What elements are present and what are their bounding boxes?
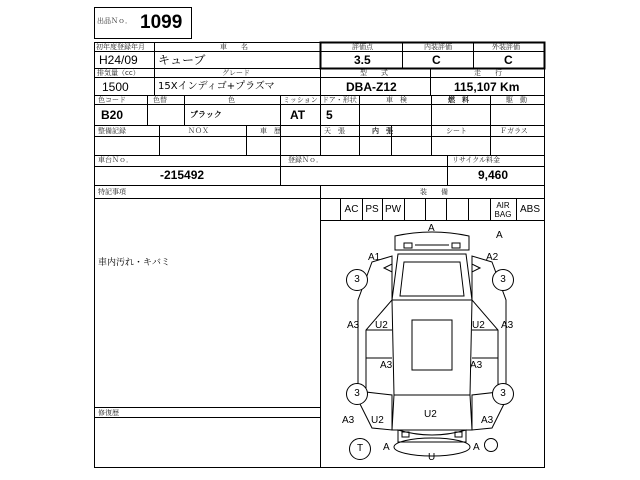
type-label: 型 式 <box>360 69 388 77</box>
grade-label: グレード <box>222 69 250 77</box>
equipment-ps: PS <box>365 204 379 215</box>
grade-value: 15Xインディゴ+プラズマ <box>158 81 275 92</box>
damage-right-side: A3 <box>501 320 514 331</box>
damage-rear-left-corner: A3 <box>342 415 355 426</box>
damage-bottom-center: U <box>428 452 436 463</box>
equipment-label: 装 備 <box>420 188 448 196</box>
color-label: 色 <box>228 96 235 104</box>
mission-label: ミッション <box>283 96 318 104</box>
damage-empty-circle <box>484 438 498 452</box>
damage-rear-right-wheel: 3 <box>492 383 514 405</box>
interior-score-value: C <box>432 53 441 67</box>
nox-label: ＮＯＸ <box>188 127 209 135</box>
interior-lining-label: 内 張 <box>372 127 393 135</box>
score-value: 3.5 <box>354 53 371 67</box>
front-light-left <box>404 243 412 248</box>
damage-front-left-wheel: 3 <box>346 269 368 291</box>
roof-outline <box>392 300 472 395</box>
mission-value: AT <box>290 108 306 122</box>
equipment-pw: PW <box>384 204 402 215</box>
inspection-label: 車 検 <box>386 96 407 104</box>
recycle-value: 9,460 <box>478 168 509 182</box>
history-label: 車 歴 <box>260 127 281 135</box>
recycle-label: リサイクル料金 <box>452 156 501 164</box>
damage-left-side: A3 <box>347 320 360 331</box>
repair-history-label: 修復歴 <box>98 409 119 417</box>
sunroof-label: 天 張 <box>324 127 345 135</box>
mileage-value: 115,107 Km <box>454 80 520 94</box>
front-bumper-outline <box>395 232 469 250</box>
damage-front-right-fender: A2 <box>486 252 499 263</box>
damage-left-rear-door: A3 <box>380 360 393 371</box>
equipment-ac: AC <box>344 204 359 215</box>
year-label: 初年度登録年月 <box>96 43 145 51</box>
exterior-score-value: C <box>504 53 513 67</box>
front-glass-label: Ｆガラス <box>500 127 528 135</box>
exterior-label: 外装評価 <box>492 43 520 51</box>
lot-label: 出品Ｎｏ． <box>97 17 132 25</box>
chassis-label: 車台Ｎｏ． <box>98 156 133 164</box>
damage-bottom-right: A <box>473 442 480 453</box>
damage-front: A <box>428 223 435 234</box>
damage-front-left-fender: A1 <box>368 252 381 263</box>
year-value: H24/09 <box>99 53 138 67</box>
notes-text: 車内汚れ・キバミ <box>98 258 171 268</box>
type-value: DBA-Z12 <box>346 80 397 94</box>
registration-label: 登録Ｎｏ． <box>288 156 323 164</box>
damage-rear: U2 <box>424 409 437 420</box>
damage-front-right-wheel: 3 <box>492 269 514 291</box>
notes-label: 特記事項 <box>98 188 126 196</box>
fuel-label: 燃 料 <box>448 96 469 104</box>
color-code-label: 色コード <box>98 96 126 104</box>
cc-value: 1500 <box>102 80 129 94</box>
repair-record-label: 整備記録 <box>98 127 126 135</box>
equipment-abs: ABS <box>519 204 540 215</box>
interior-label: 内装評価 <box>424 43 452 51</box>
doors-value: 5 <box>326 108 333 122</box>
model-label: 車 名 <box>220 43 248 51</box>
mileage-label: 走 行 <box>474 69 502 77</box>
front-light-right <box>452 243 460 248</box>
doors-label: ドア・形状 <box>322 96 357 104</box>
drive-label: 駆 動 <box>506 96 527 104</box>
damage-right-rear-door: A3 <box>470 360 483 371</box>
seat-label: シート <box>446 127 467 135</box>
model-value: キューブ <box>158 53 206 67</box>
damage-bottom-left: A <box>383 442 390 453</box>
hood-outline <box>392 254 472 300</box>
lot-number: 1099 <box>140 12 183 33</box>
damage-rear-right-corner: A3 <box>481 415 494 426</box>
damage-left-door: U2 <box>375 320 388 331</box>
damage-right-door: U2 <box>472 320 485 331</box>
damage-rear-left-panel: U2 <box>371 415 384 426</box>
damage-rear-left-wheel: 3 <box>346 383 368 405</box>
equipment-airbag: AIR BAG <box>494 201 512 219</box>
color-code-value: B20 <box>101 108 124 122</box>
score-label: 評価点 <box>352 43 373 51</box>
chassis-value: -215492 <box>160 168 205 182</box>
color-value: ブラック <box>190 110 222 119</box>
cc-label: 排気量（cc） <box>97 69 140 77</box>
damage-t-circle: T <box>349 438 371 460</box>
damage-front-right: A <box>496 230 503 241</box>
color-change-label: 色替 <box>153 96 167 104</box>
